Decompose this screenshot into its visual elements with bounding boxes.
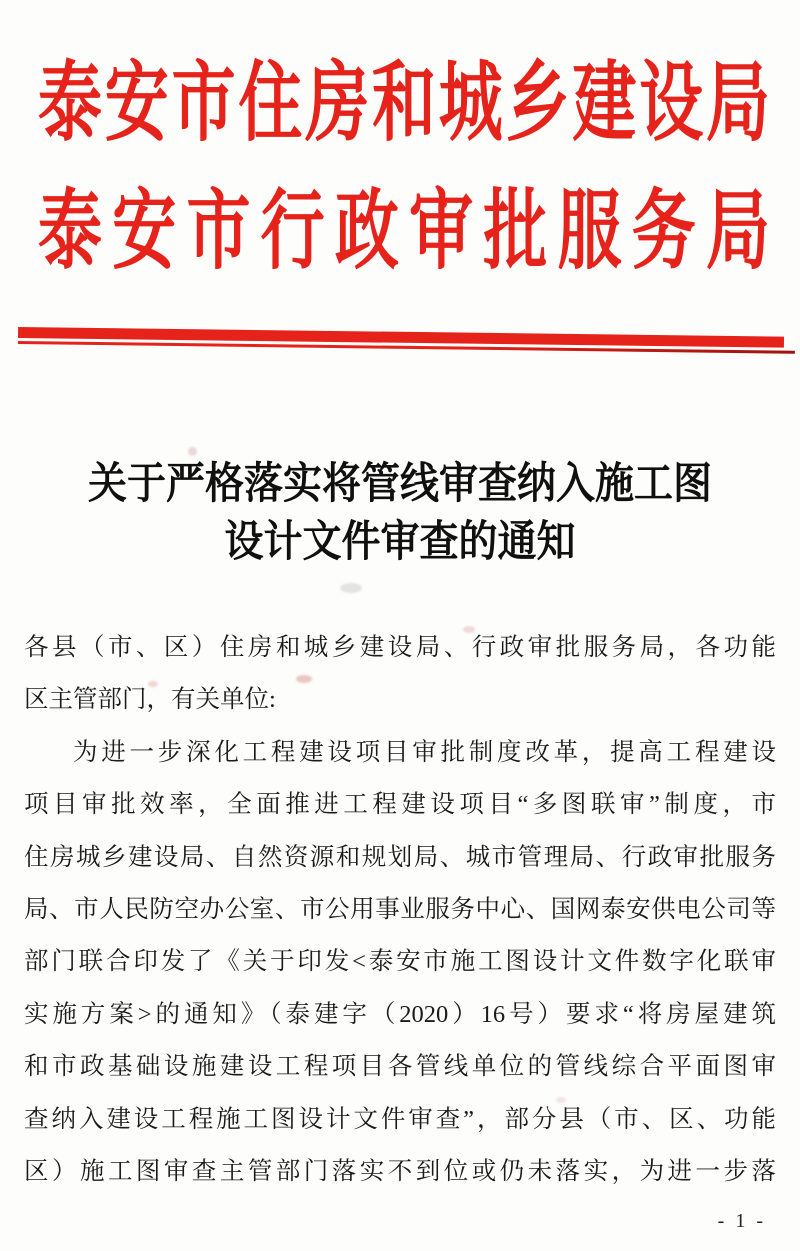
body-line: 为进一步深化工程建设项目审批制度改革，提高工程建设 [73, 738, 776, 766]
scan-speckle [340, 583, 362, 593]
page-number: - 1 - [717, 1210, 766, 1232]
body-line: 项目审批效率，全面推进工程建设项目“多图联审”制度，市 [24, 791, 776, 819]
body-line: 各县（市、区）住房和城乡建设局、行政审批服务局，各功能 [24, 634, 776, 661]
body-line: 实施方案>的通知》（泰建字（2020）16号）要求“将房屋建筑 [24, 1000, 776, 1028]
body-line: 和市政基础设施建设工程项目各管线单位的管线综合平面图审 [24, 1053, 776, 1081]
body-line: 查纳入建设工程施工图设计文件审查”，部分县（市、区、功能 [24, 1105, 776, 1133]
document-title-line1: 关于严格落实将管线审查纳入施工图 [87, 460, 712, 508]
letterhead [38, 40, 770, 296]
document-title-line2: 设计文件审查的通知 [224, 518, 576, 567]
document-body [24, 622, 776, 1198]
body-line: 区主管部门，有关单位: [24, 686, 276, 714]
document-title [0, 455, 800, 572]
org-name-line1: 泰安市住房和城乡建设局 [38, 54, 770, 152]
body-line: 住房城乡建设局、自然资源和规划局、城市管理局、行政审批服务 [24, 843, 776, 871]
body-line: 局、市人民防空办公室、市公用事业服务中心、国网泰安供电公司等 [24, 896, 776, 924]
body-line: 区）施工图审查主管部门落实不到位或仍未落实，为进一步落 [24, 1158, 776, 1186]
body-line: 部门联合印发了《关于印发<泰安市施工图设计文件数字化联审 [24, 948, 776, 976]
red-divider [18, 327, 784, 354]
org-name-line2: 泰安市行政审批服务局 [38, 182, 770, 280]
